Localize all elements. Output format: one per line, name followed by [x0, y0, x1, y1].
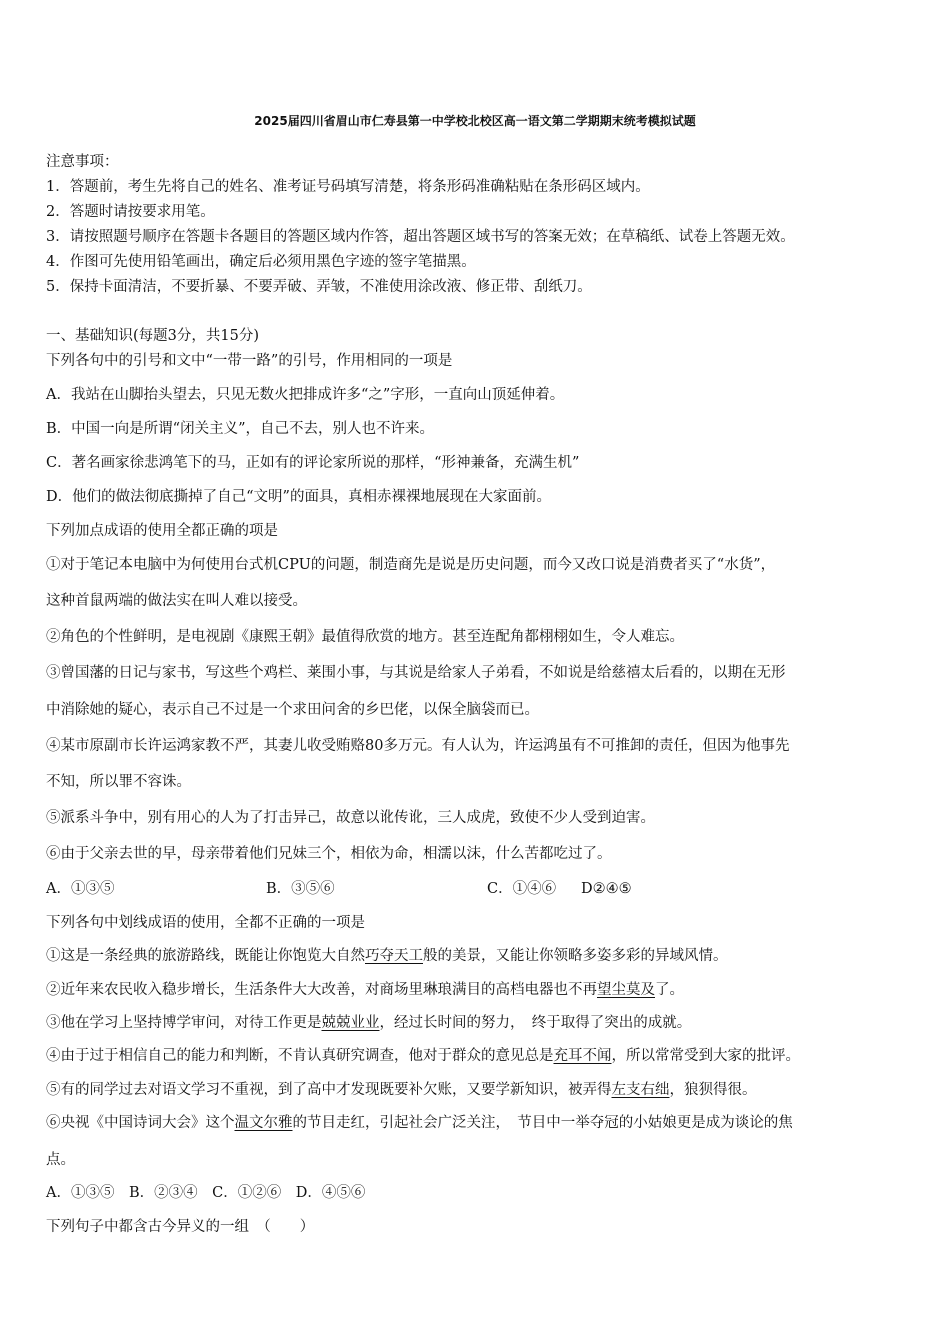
- q1-stem: 下列各句中的引号和文中“一带一路”的引号，作用相同的一项是: [46, 353, 453, 369]
- q2-line-4: ③曾国藩的日记与家书，写这些个鸡栏、莱围小事，与其说是给家人子弟看，不如说是给慈禧太后看的，以期在无形: [46, 665, 786, 681]
- q3-line-1-text: ①这是一条经典的旅游路线，既能让你饱览大自然: [46, 948, 365, 964]
- q2-line-3: ②角色的个性鲜明，是电视剧《康熙王朝》最值得欣赏的地方。甚至连配角都栩栩如生，令人难忘。: [46, 629, 684, 645]
- notice-item-5: 5．保持卡面清洁，不要折暴、不要弄破、弄皱，不准使用涂改液、修正带、刮纸刀。: [46, 279, 592, 295]
- q3-line-4-text: ④由于过于相信自己的能力和判断，不肯认真研究调查，他对于群众的意见总是: [46, 1048, 554, 1064]
- q2-line-9: ⑥由于父亲去世的早，母亲带着他们兄妹三个，相依为命，相濡以沫，什么苦都吃过了。: [46, 846, 612, 862]
- q3-line-6-idiom: 温文尔雅: [234, 1115, 293, 1131]
- q2-option-d: D②④⑤: [581, 881, 632, 897]
- q3-line-7: [46, 1150, 75, 1170]
- q2-options: [46, 879, 632, 899]
- q2-line-1: ①对于笔记本电脑中为何使用台式机CPU的问题，制造商先是说是历史问题，而今又改口说是消费者买了“水货”，: [46, 557, 776, 573]
- q2-line-7: 不知，所以罪不容诛。: [46, 774, 191, 790]
- notice-item-2: 2．答题时请按要求用笔。: [46, 204, 215, 220]
- q3-line-5-text: ⑤有的同学过去对语文学习不重视，到了高中才发现既要补欠账，又要学新知识，被弄得: [46, 1082, 612, 1098]
- q2-line-2: 这种首鼠两端的做法实在叫人难以接受。: [46, 593, 307, 609]
- q2-option-a: A．①③⑤: [46, 881, 115, 897]
- q3-line-5: [46, 1080, 757, 1100]
- q1-option-d: D．他们的做法彻底撕掉了自己“文明”的面具，真相赤裸裸地展现在大家面前。: [46, 489, 551, 505]
- q2-line-5: 中消除她的疑心，表示自己不过是一个求田问舍的乡巴佬，以保全脑袋而已。: [46, 702, 539, 718]
- q3-line-1-idiom: 巧夺天工: [365, 948, 423, 964]
- q3-line-4-rest: ，所以常常受到大家的批评。: [611, 1048, 800, 1064]
- q2-line-6: ④某市原副市长许运鸿家教不严，其妻儿收受贿赂80多万元。有人认为，许运鸿虽有不可推卸的责任，但因为他事先: [46, 738, 790, 754]
- q2-option-c: C．①④⑥: [487, 881, 557, 897]
- section-heading: 一、基础知识(每题3分，共15分): [46, 328, 259, 344]
- notice-item-3: 3．请按照题号顺序在答题卡各题目的答题区域内作答，超出答题区域书写的答案无效；在草稿纸、试卷上答题无效。: [46, 229, 795, 245]
- q3-line-1-rest: 般的美景，又能让你领略多姿多彩的异域风情。: [423, 948, 728, 964]
- q2-option-b: B．③⑤⑥: [266, 881, 335, 897]
- q3-line-6-rest: 的节目走红，引起社会广泛关注， 节目中一举夺冠的小姑娘更是成为谈论的焦: [292, 1115, 793, 1131]
- q1-option-a: A．我站在山脚抬头望去，只见无数火把排成许多“之”字形，一直向山顶延伸着。: [46, 387, 565, 403]
- q3-line-4-idiom: 充耳不闻: [553, 1048, 612, 1064]
- q3-line-3: [46, 1013, 691, 1033]
- notice-heading: 注意事项：: [46, 154, 119, 170]
- q1-option-c: C．著名画家徐悲鸿笔下的马，正如有的评论家所说的那样，“形神兼备，充满生机”: [46, 455, 580, 471]
- q1-option-b: B．中国一向是所谓“闭关主义”，自己不去，别人也不许来。: [46, 421, 434, 437]
- q4-stem: 下列句子中都含古今异义的一组 （ ）: [46, 1219, 315, 1235]
- q3-line-2-text: ②近年来农民收入稳步增长，生活条件大大改善，对商场里琳琅满目的高档电器也不再: [46, 982, 597, 998]
- q3-line-2-idiom: 望尘莫及: [597, 982, 655, 998]
- q3-line-2: [46, 980, 684, 1000]
- q3-line-6: [46, 1113, 793, 1133]
- q3-line-5-rest: ，狼狈得很。: [669, 1082, 757, 1098]
- q3-line-3-text: ③他在学习上坚持博学审问，对待工作更是: [46, 1015, 322, 1031]
- q3-line-5-idiom: 左支右绌: [611, 1082, 670, 1098]
- q3-line-3-rest: ，经过长时间的努力， 终于取得了突出的成就。: [379, 1015, 692, 1031]
- q3-line-3-idiom: 兢兢业业: [321, 1015, 380, 1031]
- q2-stem: 下列加点成语的使用全都正确的项是: [46, 523, 278, 539]
- q3-stem: 下列各句中划线成语的使用，全都不正确的一项是: [46, 915, 365, 931]
- q3-line-7-text: 点。: [46, 1152, 75, 1168]
- notice-item-1: 1．答题前，考生先将自己的姓名、准考证号码填写清楚，将条形码准确粘贴在条形码区域内。: [46, 179, 650, 195]
- q3-line-4: [46, 1046, 800, 1066]
- q3-line-1: [46, 946, 728, 966]
- notice-item-4: 4．作图可先使用铅笔画出，确定后必须用黑色字迹的签字笔描黑。: [46, 254, 476, 270]
- q2-line-8: ⑤派系斗争中，别有用心的人为了打击异己，故意以讹传讹，三人成虎，致使不少人受到迫害。: [46, 810, 655, 826]
- q3-options: A．①③⑤ B．②③④ C．①②⑥ D．④⑤⑥: [46, 1185, 366, 1201]
- q3-line-6-text: ⑥央视《中国诗词大会》这个: [46, 1115, 235, 1131]
- q3-line-2-rest: 了。: [655, 982, 684, 998]
- exam-title: 2025届四川省眉山市仁寿县第一中学校北校区高一语文第二学期期末统考模拟试题: [254, 114, 696, 128]
